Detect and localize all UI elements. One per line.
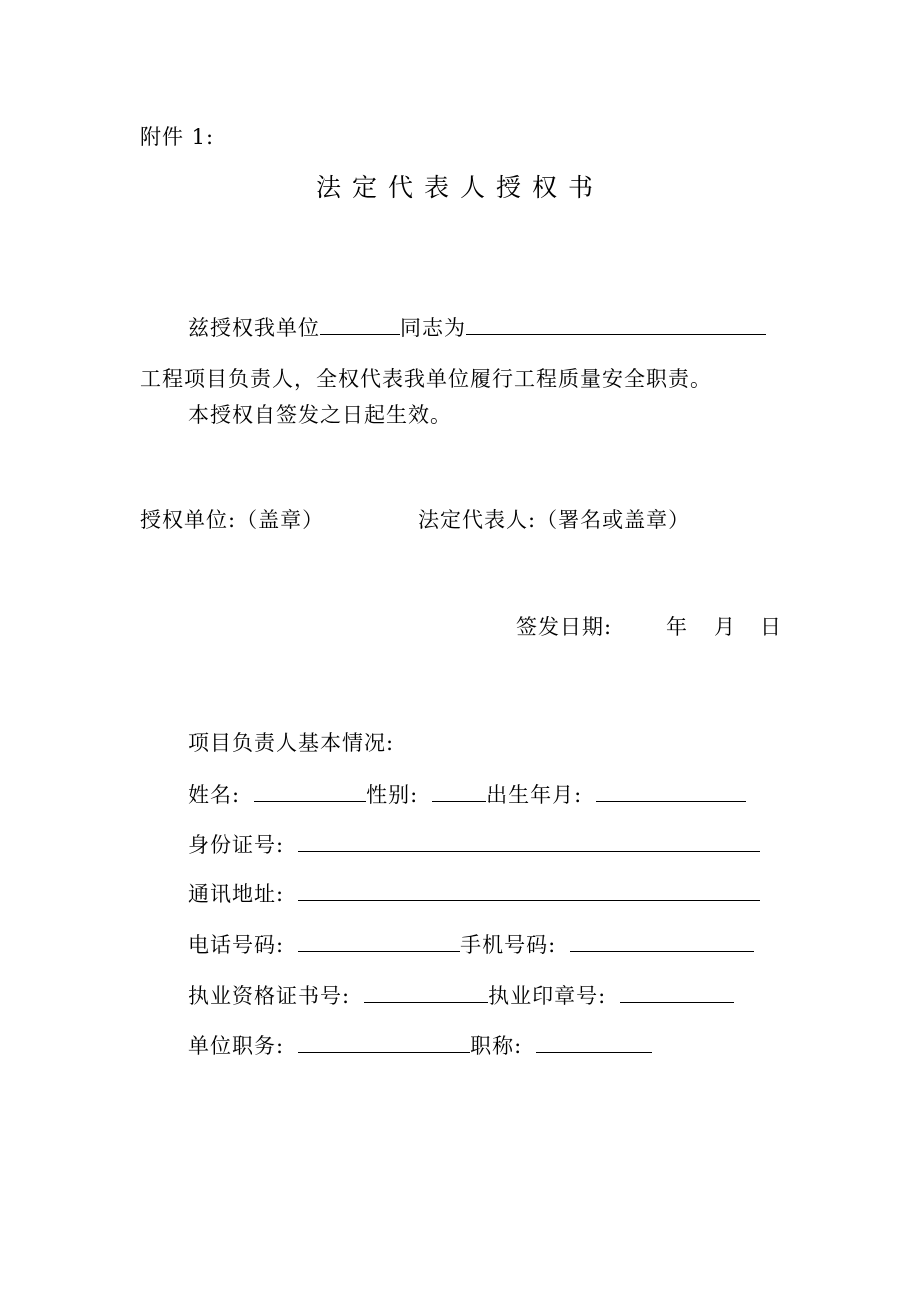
document-title: 法定代表人授权书 bbox=[315, 173, 604, 202]
issue-date-year: 年 bbox=[666, 615, 688, 639]
person-name-field[interactable] bbox=[466, 312, 766, 335]
gender-label: 性别: bbox=[366, 783, 419, 807]
info-row-position bbox=[188, 1030, 652, 1061]
phone-field[interactable] bbox=[298, 929, 460, 952]
authorization-prefix: 兹授权我单位 bbox=[188, 316, 320, 340]
unit-name-field[interactable] bbox=[320, 312, 400, 335]
authorizing-unit-signature: 授权单位:（盖章） bbox=[140, 508, 325, 532]
position-label: 单位职务: bbox=[188, 1034, 285, 1058]
mobile-field[interactable] bbox=[570, 929, 754, 952]
legal-representative-signature: 法定代表人:（署名或盖章） bbox=[418, 508, 691, 532]
name-label: 姓名: bbox=[188, 783, 241, 807]
issue-date-label: 签发日期: bbox=[516, 615, 613, 639]
authorization-mid: 同志为 bbox=[400, 316, 466, 340]
info-row-id bbox=[188, 829, 760, 860]
position-field[interactable] bbox=[298, 1030, 470, 1053]
seal-field[interactable] bbox=[620, 980, 734, 1003]
info-row-address bbox=[188, 878, 760, 909]
issue-date-day: 日 bbox=[760, 615, 782, 639]
id-number-field[interactable] bbox=[298, 829, 760, 852]
birth-field[interactable] bbox=[596, 779, 746, 802]
mobile-label: 手机号码: bbox=[460, 933, 557, 957]
id-number-label: 身份证号: bbox=[188, 833, 285, 857]
address-label: 通讯地址: bbox=[188, 882, 285, 906]
phone-label: 电话号码: bbox=[188, 933, 285, 957]
info-heading: 项目负责人基本情况: bbox=[188, 731, 395, 755]
info-row-name bbox=[188, 779, 746, 810]
birth-label: 出生年月: bbox=[486, 783, 583, 807]
info-row-phone bbox=[188, 929, 754, 960]
name-field[interactable] bbox=[254, 779, 366, 802]
license-label: 执业资格证书号: bbox=[188, 984, 351, 1008]
title-field[interactable] bbox=[536, 1030, 652, 1053]
issue-date-month: 月 bbox=[714, 615, 736, 639]
license-field[interactable] bbox=[364, 980, 488, 1003]
gender-field[interactable] bbox=[432, 779, 486, 802]
attachment-label: 附件 1: bbox=[140, 125, 215, 149]
seal-label: 执业印章号: bbox=[488, 984, 607, 1008]
authorization-line-3: 本授权自签发之日起生效。 bbox=[188, 403, 452, 427]
authorization-line-1 bbox=[188, 312, 766, 343]
authorization-line-2: 工程项目负责人，全权代表我单位履行工程质量安全职责。 bbox=[140, 367, 712, 391]
title-label: 职称: bbox=[470, 1034, 523, 1058]
address-field[interactable] bbox=[298, 878, 760, 901]
info-row-license bbox=[188, 980, 734, 1011]
